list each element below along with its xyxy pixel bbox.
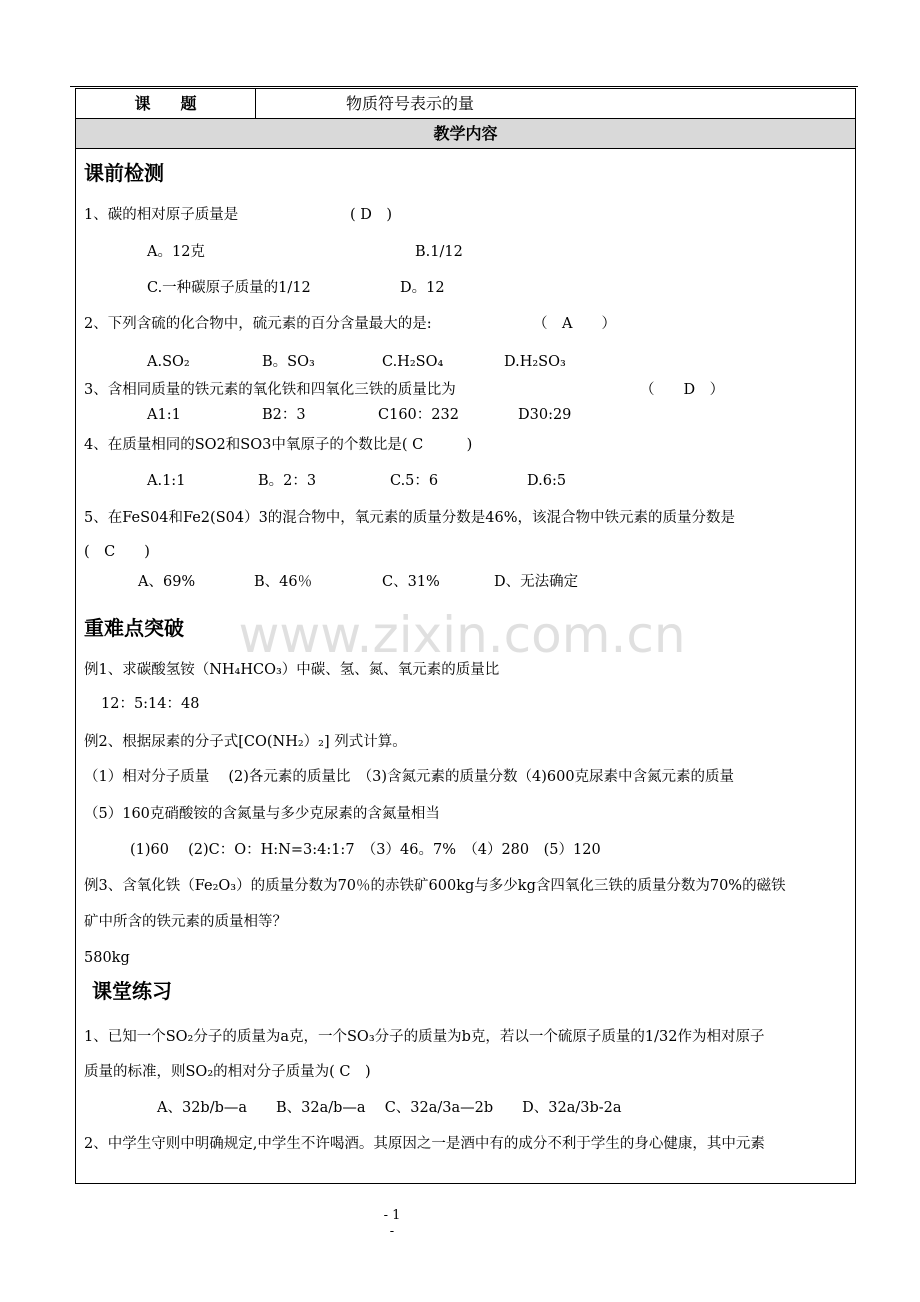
q2-option-c: C.H₂SO₄ <box>382 354 444 370</box>
example2-answer: (1)60 (2)C：O：H:N=3:4:1:7 （3）46。7% （4）280 (5）120 <box>130 842 601 858</box>
q3-option-c: C160：232 <box>378 407 459 423</box>
example1-text: 例1、求碳酸氢铵（NH₄HCO₃）中碳、氢、氮、氧元素的质量比 <box>84 662 500 678</box>
q5-option-b: B、46％ <box>254 574 313 590</box>
topic-title: 物质符号表示的量 <box>346 94 475 113</box>
q1-text: 1、碳的相对原子质量是 <box>84 207 239 223</box>
q1-option-c: C.一种碳原子质量的1/12 <box>147 280 311 296</box>
q1-option-a: A。12克 <box>147 244 205 260</box>
q1-answer: ( D ) <box>350 207 393 223</box>
practice1-options: A、32b/b—a B、32a/b—a C、32a/3a—2b D、32a/3b-2a <box>157 1100 622 1116</box>
q1-option-d: D。12 <box>400 280 445 296</box>
section-title-key-points: 重难点突破 <box>84 616 184 640</box>
example1-answer: 12：5:14：48 <box>101 696 200 712</box>
q3-text: 3、含相同质量的铁元素的氧化铁和四氧化三铁的质量比为 <box>84 382 456 398</box>
q2-option-b: B。SO₃ <box>262 354 315 370</box>
watermark: www.zixin.com.cn <box>238 606 686 664</box>
practice1-line2: 质量的标准，则SO₂的相对分子质量为( C ) <box>84 1064 371 1080</box>
q5-option-d: D、无法确定 <box>494 574 579 590</box>
example3-line2: 矿中所含的铁元素的质量相等？ <box>84 914 287 930</box>
q4-option-d: D.6:5 <box>527 473 567 489</box>
topic-row <box>76 89 855 119</box>
q4-text: 4、在质量相同的SO2和SO3中氧原子的个数比是( C ) <box>84 437 473 453</box>
q5-answer: ( C ) <box>84 544 150 560</box>
q2-answer: （ A ） <box>533 316 616 332</box>
q3-option-d: D30:29 <box>518 407 572 423</box>
q4-option-c: C.5：6 <box>390 473 439 489</box>
q3-option-a: A1:1 <box>147 407 181 423</box>
practice2-line1: 2、中学生守则中明确规定,中学生不许喝酒。其原因之一是酒中有的成分不利于学生的身心健康，其中元素 <box>84 1136 765 1152</box>
q5-text: 5、在FeS04和Fe2(S04）3的混合物中，氧元素的质量分数是46%，该混合物中铁元素的质量分数是 <box>84 510 736 526</box>
q2-option-d: D.H₂SO₃ <box>504 354 566 370</box>
example3-line1: 例3、含氧化铁（Fe₂O₃）的质量分数为70％的赤铁矿600kg与多少kg含四氧化三铁的质量分数为70%的磁铁 <box>84 878 786 894</box>
q1-option-b: B.1/12 <box>415 244 463 260</box>
example2-items-line2: （5）160克硝酸铵的含氮量与多少克尿素的含氮量相当 <box>84 806 440 822</box>
example3-answer: 580kg <box>84 950 130 966</box>
section-title-pre-test: 课前检测 <box>84 161 164 185</box>
content-header: 教学内容 <box>76 119 855 149</box>
section-title-practice: 课堂练习 <box>92 979 172 1003</box>
q2-text: 2、下列含硫的化合物中，硫元素的百分含量最大的是: <box>84 316 432 332</box>
q4-option-a: A.1:1 <box>147 473 186 489</box>
q3-answer: （ D ） <box>640 382 725 398</box>
q5-option-a: A、69% <box>138 574 196 590</box>
top-rule <box>70 86 858 87</box>
practice1-line1: 1、已知一个SO₂分子的质量为a克，一个SO₃分子的质量为b克，若以一个硫原子质量的1/32作为相对原子 <box>84 1029 765 1045</box>
q4-option-b: B。2：3 <box>258 473 317 489</box>
example2-items-line1: （1）相对分子质量 (2)各元素的质量比 （3)含氮元素的质量分数（4)600克尿素中含氮元素的质量 <box>84 769 735 785</box>
page-number: - 1 - <box>383 1208 401 1239</box>
topic-label: 课题 <box>76 89 256 118</box>
q3-option-b: B2：3 <box>262 407 306 423</box>
q5-option-c: C、31% <box>382 574 440 590</box>
q2-option-a: A.SO₂ <box>147 354 190 370</box>
example2-text: 例2、根据尿素的分子式[CO(NH₂）₂] 列式计算。 <box>84 734 407 750</box>
